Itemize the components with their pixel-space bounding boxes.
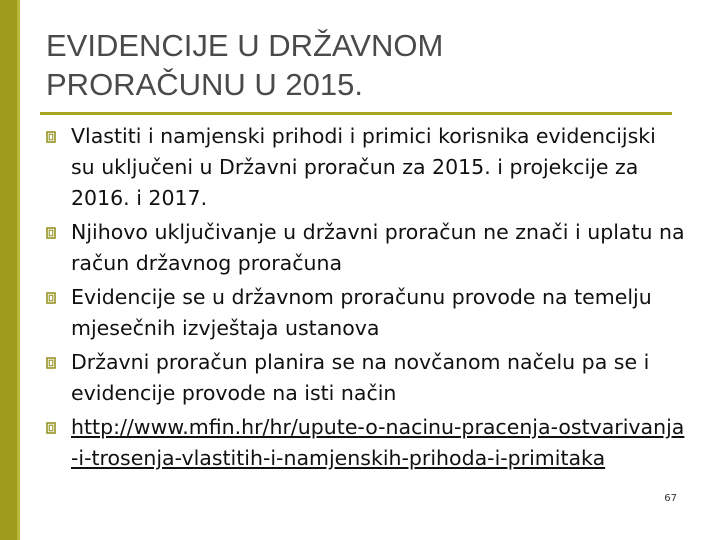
bullet-item <box>46 347 686 409</box>
hollow-square-bullet-icon <box>46 131 56 143</box>
bullet-text: Državni proračun planira se na novčanom načelu pa se i evidencije provode na isti način <box>71 350 650 405</box>
slide-title <box>46 26 666 104</box>
bullet-text: Evidencije se u državnom proračunu provode na temelju mjesečnih izvještaja ustanova <box>71 285 652 340</box>
mfin-guide-link[interactable]: http://www.mfin.hr/hr/upute-o-nacinu-pracenja-ostvarivanja-i-trosenja-vlastitih-i-namjenskih-prihoda-i-primitaka <box>71 415 685 470</box>
hollow-square-bullet-icon <box>46 357 56 369</box>
hollow-square-bullet-icon <box>46 227 56 239</box>
bullet-item <box>46 282 686 344</box>
slide-title-line-2: PRORAČUNU U 2015. <box>46 67 363 102</box>
bullet-item <box>46 412 686 474</box>
hollow-square-bullet-icon <box>46 422 56 434</box>
bullet-text: Njihovo uključivanje u državni proračun ne znači i uplatu na račun državnog proračuna <box>71 220 685 275</box>
bullet-item <box>46 217 686 279</box>
bullet-text: Vlastiti i namjenski prihodi i primici korisnika evidencijski su uključeni u Državni proračun za 2015. i projekcije za 2016. i 2017. <box>71 124 656 210</box>
title-underline-rule <box>40 112 672 115</box>
bullet-list <box>46 121 686 477</box>
sidebar-accent-bar <box>0 0 20 540</box>
hollow-square-bullet-icon <box>46 292 56 304</box>
page-number: 67 <box>664 493 677 504</box>
bullet-item <box>46 121 686 214</box>
slide-title-line-1: EVIDENCIJE U DRŽAVNOM <box>46 28 444 63</box>
